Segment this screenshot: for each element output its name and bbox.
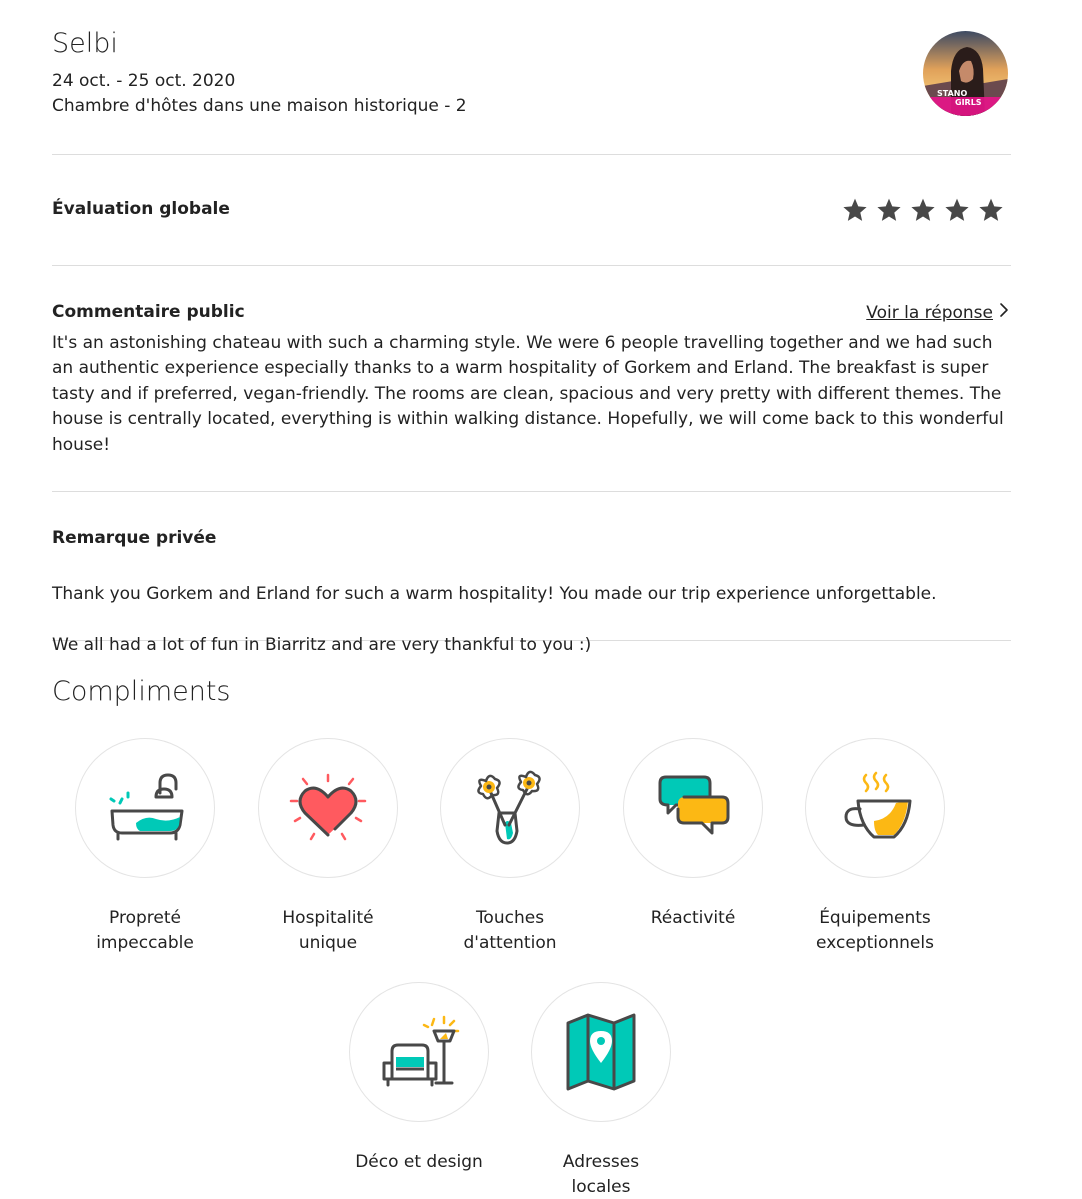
compliment-hospitality: [248, 738, 408, 956]
compliment-label-line: exceptionnels: [816, 933, 934, 953]
compliment-label-line: Réactivité: [650, 908, 736, 928]
chat-bubbles-icon: [648, 763, 738, 853]
compliment-label: [248, 906, 408, 956]
flowers-icon: [465, 763, 555, 853]
compliment-responsiveness: [613, 738, 773, 931]
bathtub-icon: [100, 763, 190, 853]
public-comment-text: It's an astonishing chateau with such a charming style. We were 6 people travelling together and we had such an authentic experience especially thanks to a warm hospitality of Gorkem and Erland. The breakfast is super tasty and if preferred, vegan-friendly. The rooms are clean, spacious and very pretty with different themes. The house is centrally located, everything is within walking distance. Hopefully, we will come back to this wonderful house!: [52, 333, 1004, 455]
view-response-label: Voir la réponse: [866, 302, 993, 323]
view-response-link[interactable]: [866, 302, 1009, 323]
compliment-amenities: [795, 738, 955, 956]
compliment-label: [430, 906, 590, 956]
avatar[interactable]: [923, 31, 1008, 116]
avatar-caption-line2: GIRLS: [955, 98, 982, 107]
compliment-label-line: unique: [298, 933, 358, 953]
compliment-badge: [258, 738, 398, 878]
compliment-label: [613, 906, 773, 931]
compliment-label-line: Touches: [475, 908, 545, 928]
compliment-label-line: Hospitalité: [282, 908, 374, 928]
compliment-label-line: Déco et design: [355, 1152, 483, 1172]
map-icon: [556, 1007, 646, 1097]
private-note-section: [52, 492, 1011, 656]
overall-rating-label: Évaluation globale: [52, 199, 230, 219]
compliment-label-line: Propreté: [109, 908, 181, 928]
compliment-badge: [349, 982, 489, 1122]
review-header: [52, 0, 1011, 155]
compliment-local-tips: [521, 982, 681, 1199]
overall-rating-section: [52, 155, 1011, 266]
avatar-caption-line1: STANO: [937, 89, 968, 98]
compliment-label: [339, 1150, 499, 1175]
coffee-cup-icon: [830, 763, 920, 853]
armchair-lamp-icon: [374, 1007, 464, 1097]
heart-icon: [283, 763, 373, 853]
star-rating: [842, 197, 1004, 223]
compliment-badge: [75, 738, 215, 878]
star-icon: [944, 197, 970, 223]
public-comment-label: Commentaire public: [52, 302, 245, 322]
star-icon: [978, 197, 1004, 223]
stay-dates: 24 oct. - 25 oct. 2020: [52, 71, 236, 91]
compliment-label: [521, 1150, 681, 1199]
compliments-title: Compliments: [52, 676, 231, 707]
compliment-label-line: d'attention: [463, 933, 557, 953]
private-note-line: Thank you Gorkem and Erland for such a warm hospitality! You made our trip experience unforgettable.: [52, 584, 937, 605]
compliment-decor: [339, 982, 499, 1175]
private-note-label: Remarque privée: [52, 528, 217, 548]
private-note-text: [52, 557, 1011, 684]
avatar-caption: [937, 89, 982, 107]
star-icon: [876, 197, 902, 223]
compliment-label: [795, 906, 955, 956]
compliment-label-line: Adresses: [562, 1152, 640, 1172]
compliment-badge: [805, 738, 945, 878]
compliment-thoughtful-touches: [430, 738, 590, 956]
chevron-right-icon: [999, 302, 1009, 323]
compliment-label-line: locales: [571, 1177, 631, 1197]
guest-name: Selbi: [52, 28, 118, 59]
compliment-cleanliness: [65, 738, 225, 956]
compliment-label: [65, 906, 225, 956]
listing-name: Chambre d'hôtes dans une maison historique - 2: [52, 96, 467, 116]
public-comment-section: [52, 266, 1011, 492]
compliment-badge: [440, 738, 580, 878]
compliment-badge: [623, 738, 763, 878]
compliment-badge: [531, 982, 671, 1122]
star-icon: [842, 197, 868, 223]
compliment-label-line: impeccable: [96, 933, 194, 953]
compliment-label-line: Équipements: [819, 908, 931, 928]
private-note-line: We all had a lot of fun in Biarritz and are very thankful to you :): [52, 635, 592, 656]
review-detail: [52, 0, 1011, 656]
star-icon: [910, 197, 936, 223]
